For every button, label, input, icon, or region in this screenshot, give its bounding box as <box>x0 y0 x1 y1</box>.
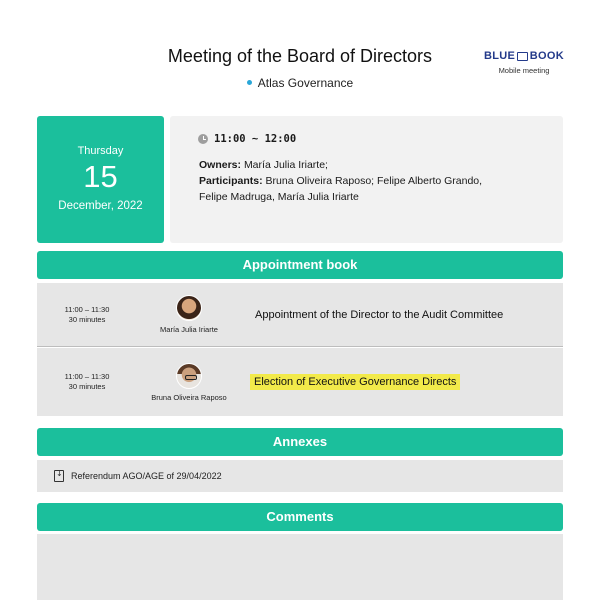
logo-brand-left: BLUE <box>484 50 516 62</box>
agenda-item-time <box>37 348 137 416</box>
comments-header[interactable]: Comments <box>37 503 563 531</box>
agenda-item-time <box>37 283 137 346</box>
agenda-topic <box>255 348 460 416</box>
clock-icon <box>198 134 208 144</box>
agenda-item[interactable] <box>37 283 563 347</box>
participants-label: Participants: <box>199 175 263 187</box>
status-dot <box>247 80 252 85</box>
avatar <box>176 295 202 321</box>
agenda-presenter <box>137 283 241 346</box>
agenda-duration: 30 minutes <box>68 382 106 391</box>
annex-item[interactable] <box>37 460 563 492</box>
avatar <box>176 363 202 389</box>
owners-label: Owners: <box>199 159 242 171</box>
agenda-duration: 30 minutes <box>68 314 106 324</box>
meeting-owners <box>199 157 563 173</box>
agenda-time-range: 11:00 – 11:30 <box>64 304 110 314</box>
agenda-presenter <box>137 348 241 416</box>
date-month-year: December, 2022 <box>58 200 143 212</box>
agenda-item[interactable] <box>37 348 563 416</box>
meeting-time <box>198 131 563 147</box>
file-download-icon[interactable] <box>54 470 64 482</box>
logo-brand <box>484 50 564 62</box>
agenda-time-range: 11:00 – 11:30 <box>64 372 110 381</box>
logo-brand-right: BOOK <box>529 50 564 62</box>
agenda-topic-text: Appointment of the Director to the Audit Committee <box>255 308 504 321</box>
comments-area[interactable] <box>37 534 563 600</box>
organization-label <box>0 76 600 90</box>
meeting-info-card <box>170 116 563 243</box>
agenda-topic <box>255 283 503 346</box>
bluebook-logo <box>484 50 564 75</box>
annexes-header[interactable]: Annexes <box>37 428 563 456</box>
book-icon <box>517 52 528 61</box>
date-day: 15 <box>83 159 118 194</box>
logo-tagline: Mobile meeting <box>498 66 550 75</box>
organization-name: Atlas Governance <box>257 76 354 90</box>
participants-value: Bruna Oliveira Raposo; Felipe Alberto Grando, Felipe Madruga, María Julia Iriarte <box>199 175 483 203</box>
meeting-participants <box>199 173 499 205</box>
date-weekday: Thursday <box>77 145 124 157</box>
presenter-name: Bruna Oliveira Raposo <box>151 392 227 402</box>
appointment-book-header[interactable]: Appointment book <box>37 251 563 279</box>
owners-value: María Julia Iriarte; <box>243 159 328 171</box>
agenda-topic-text-highlighted: Election of Executive Governance Directs <box>250 374 460 390</box>
meeting-time-value: 11:00 ~ 12:00 <box>214 133 297 145</box>
date-card <box>37 116 164 243</box>
page-title: Meeting of the Board of Directors <box>167 46 433 66</box>
annex-file-name[interactable]: Referendum AGO/AGE of 29/04/2022 <box>71 471 222 481</box>
presenter-name: María Julia Iriarte <box>160 325 218 334</box>
